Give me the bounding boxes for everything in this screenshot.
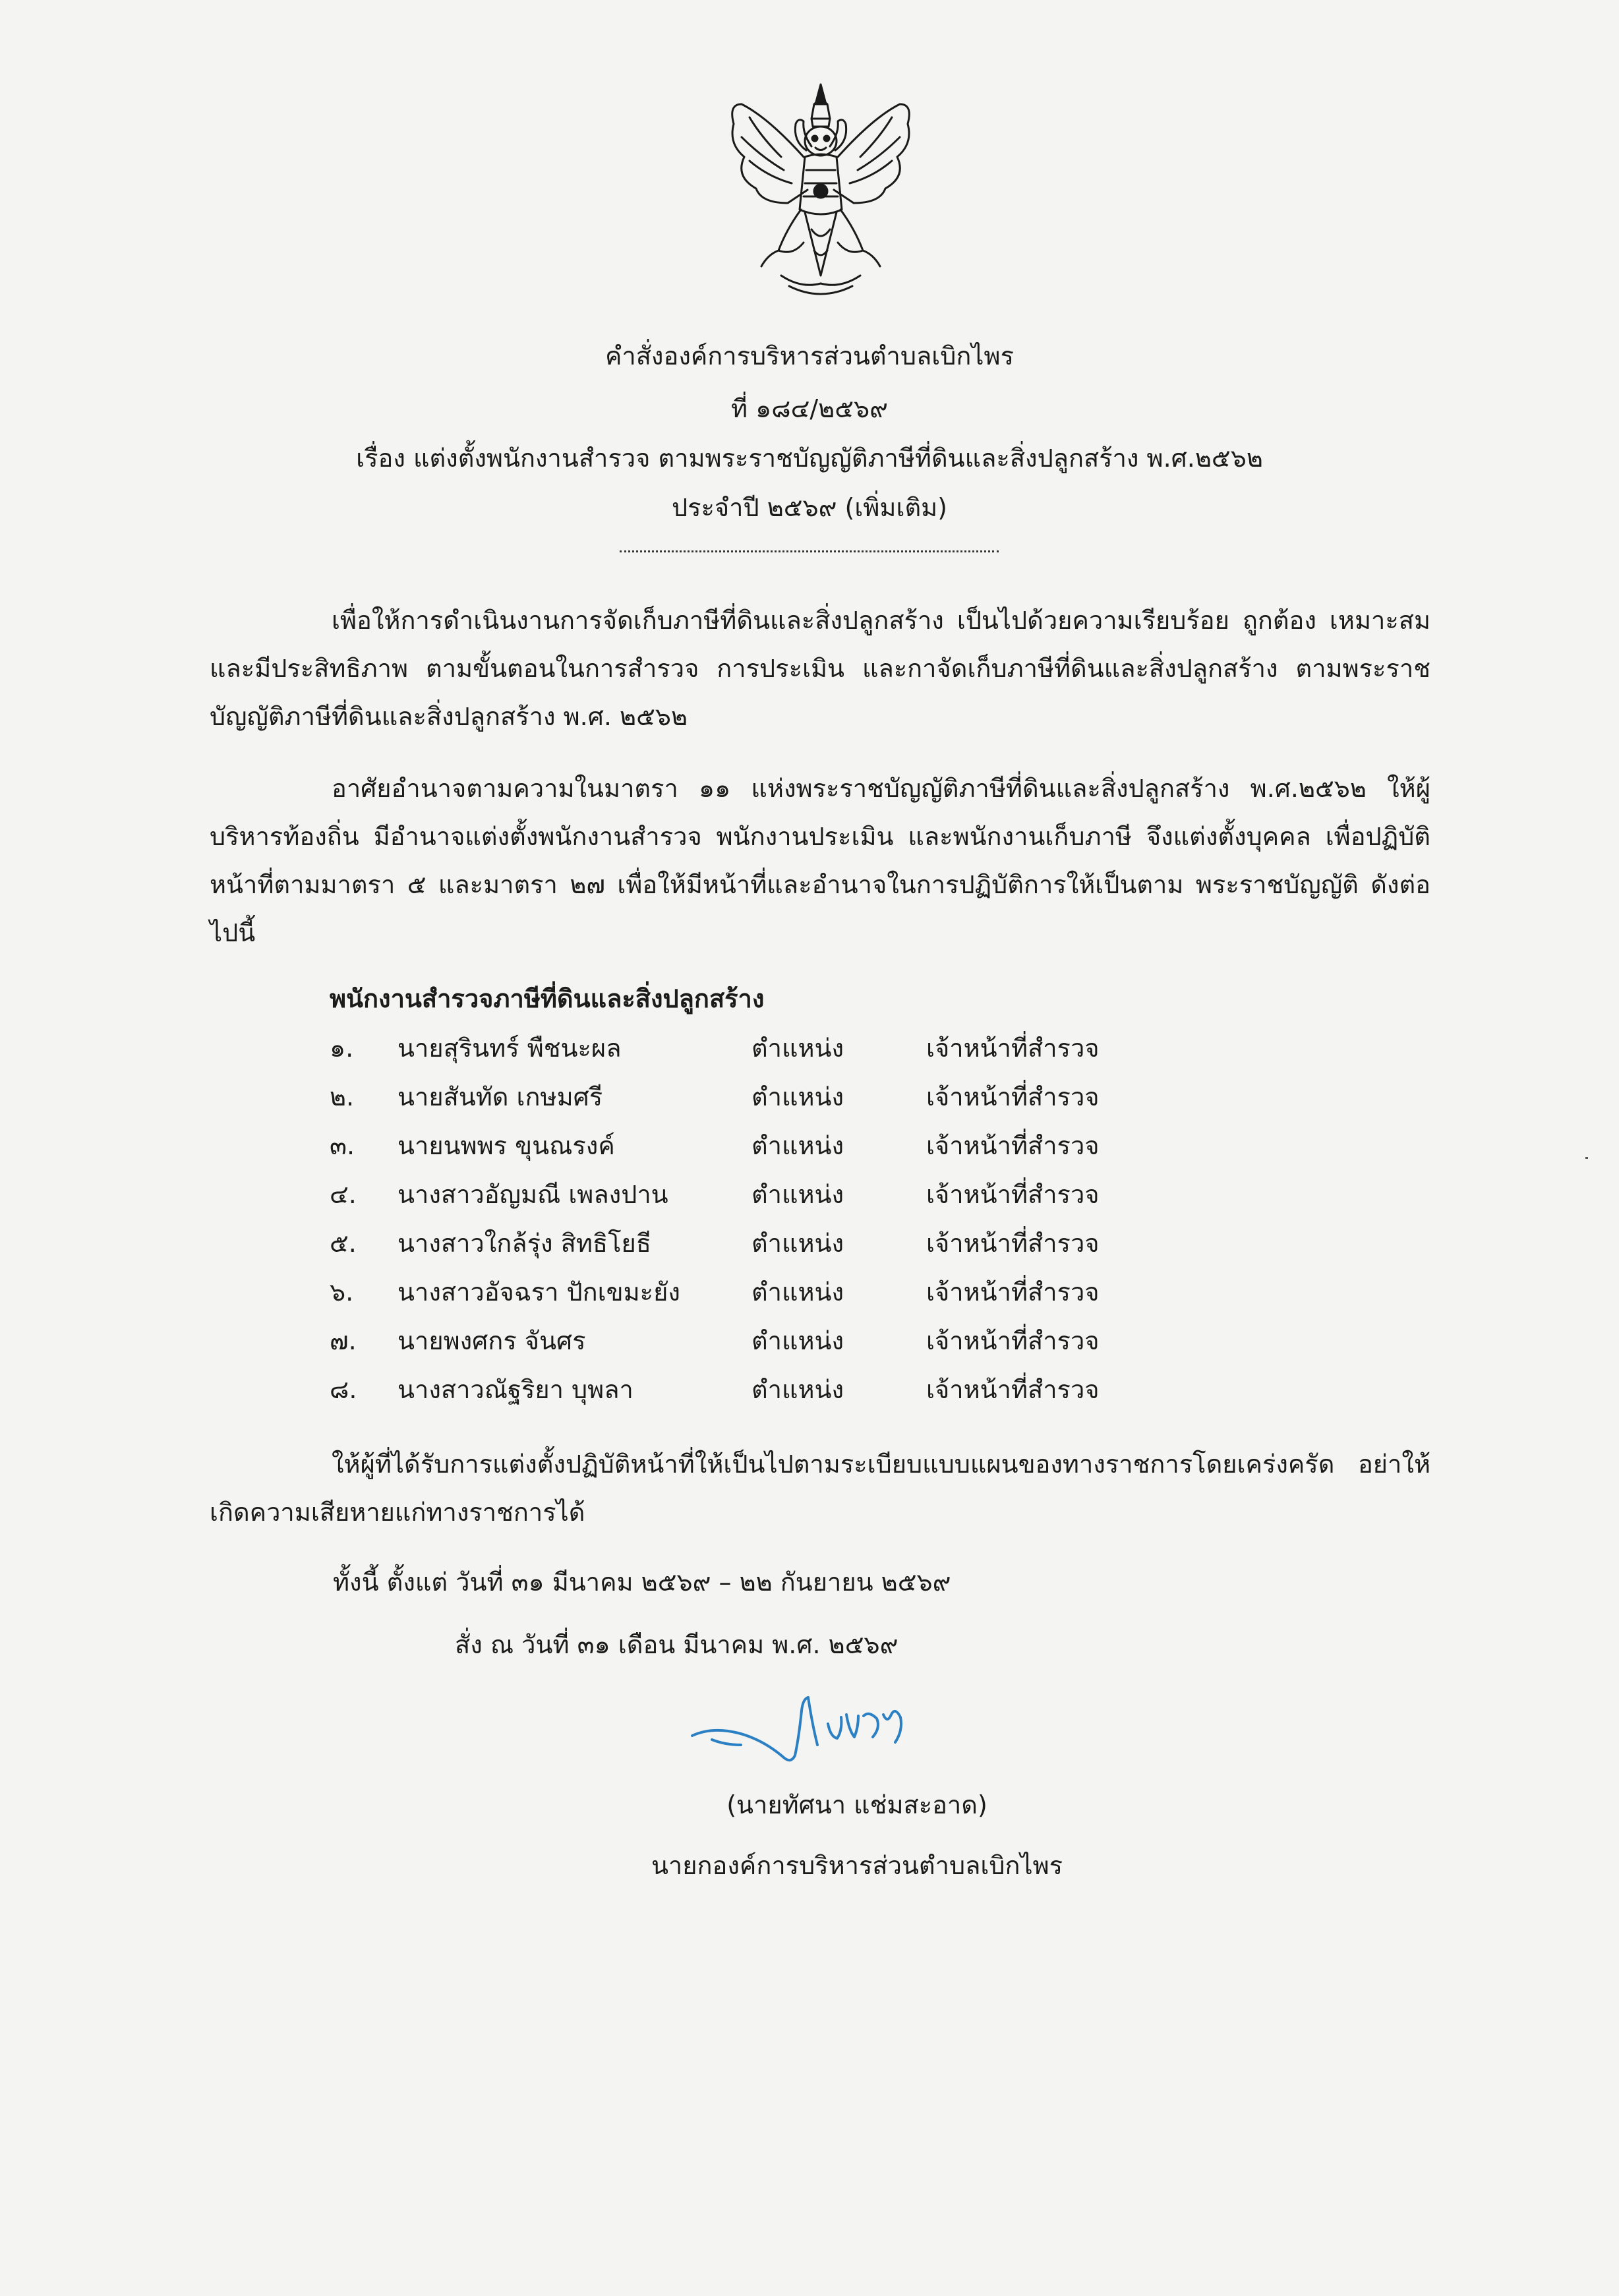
staff-row <box>330 1365 1187 1414</box>
staff-number: ๓. <box>330 1131 355 1160</box>
staff-list <box>330 1024 1187 1414</box>
staff-name: นายสันทัด เกษมศรี <box>397 1082 603 1111</box>
effective-period: ทั้งนี้ ตั้งแต่ วันที่ ๓๑ มีนาคม ๒๕๖๙ – ๒๒ กันยายน ๒๕๖๙ <box>333 1568 951 1597</box>
staff-number: ๒. <box>330 1082 355 1111</box>
staff-position-label: ตำแหน่ง <box>751 1082 844 1111</box>
staff-role: เจ้าหน้าที่สำรวจ <box>926 1180 1100 1209</box>
staff-position-label: ตำแหน่ง <box>751 1034 844 1063</box>
staff-position-label: ตำแหน่ง <box>751 1180 844 1209</box>
staff-role: เจ้าหน้าที่สำรวจ <box>926 1229 1100 1258</box>
staff-number: ๑. <box>330 1034 354 1063</box>
staff-position-label: ตำแหน่ง <box>751 1229 844 1258</box>
staff-number: ๖. <box>330 1278 354 1307</box>
staff-name: นางสาวอัญมณี เพลงปาน <box>397 1180 668 1209</box>
signer-name: (นายทัศนา แช่มสะอาด) <box>726 1790 987 1819</box>
staff-row <box>330 1073 1187 1121</box>
staff-role: เจ้าหน้าที่สำรวจ <box>926 1278 1100 1307</box>
staff-role: เจ้าหน้าที่สำรวจ <box>926 1131 1100 1160</box>
staff-row <box>330 1219 1187 1268</box>
staff-position-label: ตำแหน่ง <box>751 1278 844 1307</box>
paragraph-instruction: ให้ผู้ที่ได้รับการแต่งตั้งปฏิบัติหน้าที่ให้เป็นไปตามระเบียบแบบแผนของทางราชการโดยเคร่งครัด อย่าให้เกิดความเสียหายแก่ทางราชการได้ <box>210 1450 1430 1527</box>
staff-row <box>330 1170 1187 1219</box>
staff-name: นางสาวอัจฉรา ปักเขมะยัง <box>397 1278 680 1307</box>
staff-role: เจ้าหน้าที่สำรวจ <box>926 1034 1100 1063</box>
staff-name: นายสุรินทร์ พืชนะผล <box>397 1034 622 1063</box>
scan-speck <box>1585 1157 1588 1159</box>
staff-position-label: ตำแหน่ง <box>751 1326 844 1355</box>
staff-number: ๕. <box>330 1229 357 1258</box>
staff-row <box>330 1121 1187 1170</box>
staff-number: ๘. <box>330 1375 357 1404</box>
staff-role: เจ้าหน้าที่สำรวจ <box>926 1375 1100 1404</box>
staff-role: เจ้าหน้าที่สำรวจ <box>926 1082 1100 1111</box>
staff-row <box>330 1024 1187 1073</box>
staff-position-label: ตำแหน่ง <box>751 1375 844 1404</box>
staff-row <box>330 1268 1187 1316</box>
paragraph-purpose: เพื่อให้การดำเนินงานการจัดเก็บภาษีที่ดินและสิ่งปลูกสร้าง เป็นไปด้วยความเรียบร้อย ถูกต้อง เหมาะสม และมีประสิทธิภาพ ตามขั้นตอนในการสำรวจ การประเมิน และกาจัดเก็บภาษีที่ดินและสิ่งปลูกสร้าง ตามพระราชบัญญัติภาษีที่ดินและสิ่งปลูกสร้าง พ.ศ. ๒๕๖๒ <box>210 606 1430 731</box>
section-title: พนักงานสำรวจภาษีที่ดินและสิ่งปลูกสร้าง <box>330 984 765 1013</box>
dotted-separator <box>620 550 999 552</box>
staff-number: ๔. <box>330 1180 357 1209</box>
handwritten-signature <box>686 1684 943 1783</box>
staff-role: เจ้าหน้าที่สำรวจ <box>926 1326 1100 1355</box>
order-issuer: คำสั่งองค์การบริหารส่วนตำบลเบิกไพร <box>604 341 1014 370</box>
signer-title: นายกองค์การบริหารส่วนตำบลเบิกไพร <box>651 1851 1063 1880</box>
paragraph-authority: อาศัยอำนาจตามความในมาตรา ๑๑ แห่งพระราชบัญญัติภาษีที่ดินและสิ่งปลูกสร้าง พ.ศ.๒๕๖๒ ให้ผู้บริหารท้องถิ่น มีอำนาจแต่งตั้งพนักงานสำรวจ พนักงานประเมิน และพนักงานเก็บภาษี จึงแต่งตั้งบุคคล เพื่อปฏิบัติหน้าที่ตามมาตรา ๕ และมาตรา ๒๗ เพื่อให้มีหน้าที่และอำนาจในการปฏิบัติการให้เป็นตาม พระราชบัญญัติ ดังต่อไปนี้ <box>210 774 1430 947</box>
order-subtitle: ประจำปี ๒๕๖๙ (เพิ่มเติม) <box>671 493 948 522</box>
staff-position-label: ตำแหน่ง <box>751 1131 844 1160</box>
order-number: ที่ ๑๘๔/๒๕๖๙ <box>731 394 888 423</box>
staff-row <box>330 1316 1187 1365</box>
order-date: สั่ง ณ วันที่ ๓๑ เดือน มีนาคม พ.ศ. ๒๕๖๙ <box>455 1630 898 1659</box>
staff-name: นางสาวณัฐริยา บุพลา <box>397 1375 633 1404</box>
staff-name: นางสาวใกล้รุ่ง สิทธิโยธี <box>397 1229 651 1258</box>
staff-name: นายนพพร ขุนณรงค์ <box>397 1131 615 1160</box>
staff-number: ๗. <box>330 1326 357 1355</box>
staff-name: นายพงศกร จันศร <box>397 1326 586 1355</box>
garuda-emblem-icon <box>715 78 926 309</box>
order-subject: เรื่อง แต่งตั้งพนักงานสำรวจ ตามพระราชบัญญัติภาษีที่ดินและสิ่งปลูกสร้าง พ.ศ.๒๕๖๒ <box>356 444 1263 473</box>
